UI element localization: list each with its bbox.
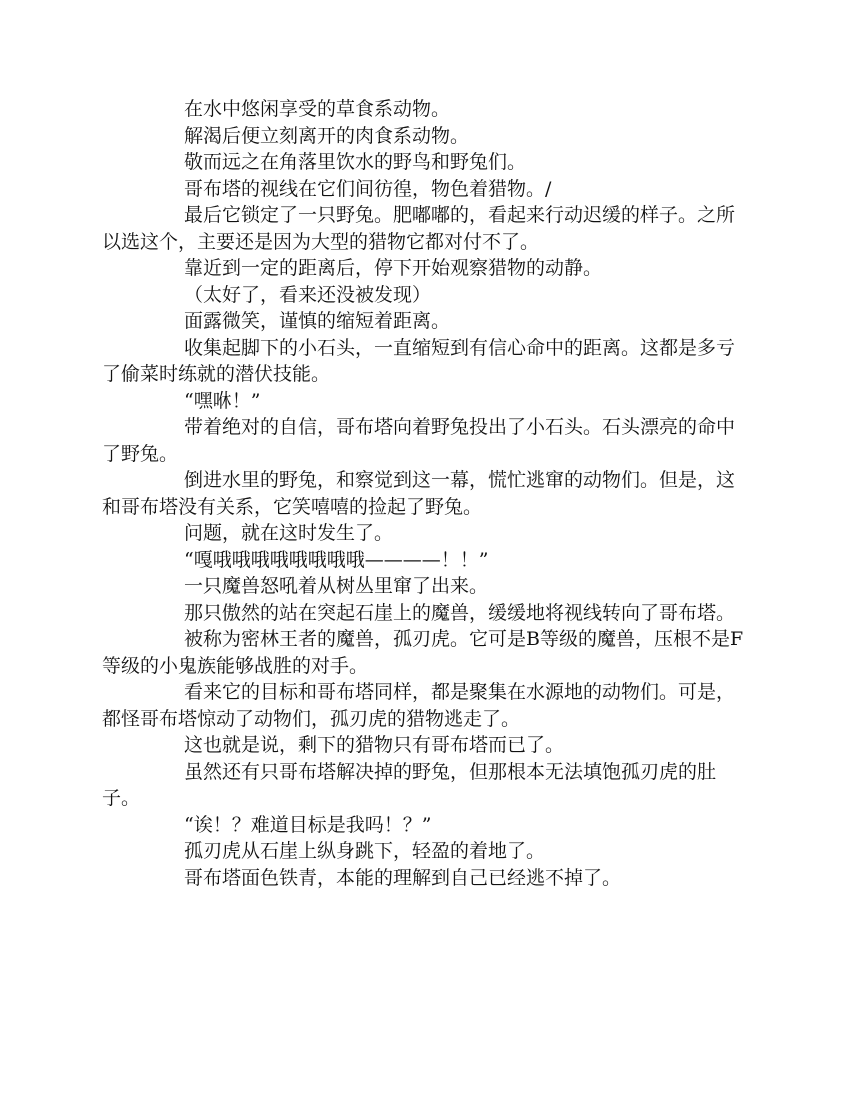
paragraph-23: 哥布塔面色铁青，本能的理解到自己已经逃不掉了。 bbox=[184, 866, 622, 889]
document-page bbox=[102, 96, 748, 891]
paragraph-8: 面露微笑，谨慎的缩短着距离。 bbox=[184, 310, 451, 332]
paragraph-9: 收集起脚下的小石头，一直缩短到有信心命中的距离。这都是多亏了偷菜时练就的潜伏技能。 bbox=[102, 336, 736, 385]
paragraph-21: “诶！？难道目标是我吗！？” bbox=[184, 813, 432, 836]
paragraph-4: 哥布塔的视线在它们间彷徨，物色着猎物。/ bbox=[184, 177, 552, 200]
paragraph-14: “嘎哦哦哦哦哦哦哦哦————！！” bbox=[184, 548, 489, 571]
paragraph-15: 一只魔兽怒吼着从树丛里窜了出来。 bbox=[184, 575, 489, 597]
paragraph-12: 倒进水里的野兔，和察觉到这一幕，慌忙逃窜的动物们。但是，这和哥布塔没有关系，它笑嘻嘻的捡起了野兔。 bbox=[102, 469, 736, 518]
paragraph-17: 被称为密林王者的魔兽，孤刃虎。它可是B等级的魔兽，压根不是F等级的小鬼族能够战胜的对手。 bbox=[102, 628, 744, 677]
paragraph-1: 在水中悠闲享受的草食系动物。 bbox=[184, 98, 451, 120]
paragraph-13: 问题，就在这时发生了。 bbox=[184, 522, 394, 544]
paragraph-5: 最后它锁定了一只野兔。肥嘟嘟的，看起来行动迟缓的样子。之所以选这个，主要还是因为大型的猎物它都对付不了。 bbox=[102, 204, 736, 253]
paragraph-16: 那只傲然的站在突起石崖上的魔兽，缓缓地将视线转向了哥布塔。 bbox=[184, 601, 736, 624]
paragraph-2: 解渴后便立刻离开的肉食系动物。 bbox=[184, 124, 470, 147]
paragraph-3: 敬而远之在角落里饮水的野鸟和野兔们。 bbox=[184, 151, 527, 173]
paragraph-20: 虽然还有只哥布塔解决掉的野兔，但那根本无法填饱孤刃虎的肚子。 bbox=[102, 760, 717, 809]
paragraph-7: （太好了，看来还没被发现） bbox=[184, 283, 432, 306]
paragraph-19: 这也就是说，剩下的猎物只有哥布塔而已了。 bbox=[184, 734, 565, 756]
paragraph-18: 看来它的目标和哥布塔同样，都是聚集在水源地的动物们。可是，都怪哥布塔惊动了动物们，孤刃虎的猎物逃走了。 bbox=[102, 681, 736, 730]
paragraph-11: 带着绝对的自信，哥布塔向着野兔投出了小石头。石头漂亮的命中了野兔。 bbox=[102, 416, 736, 465]
paragraph-6: 靠近到一定的距离后，停下开始观察猎物的动静。 bbox=[184, 257, 603, 279]
paragraph-10: “嘿咻！” bbox=[184, 389, 261, 412]
paragraph-22: 孤刃虎从石崖上纵身跳下，轻盈的着地了。 bbox=[184, 840, 546, 862]
